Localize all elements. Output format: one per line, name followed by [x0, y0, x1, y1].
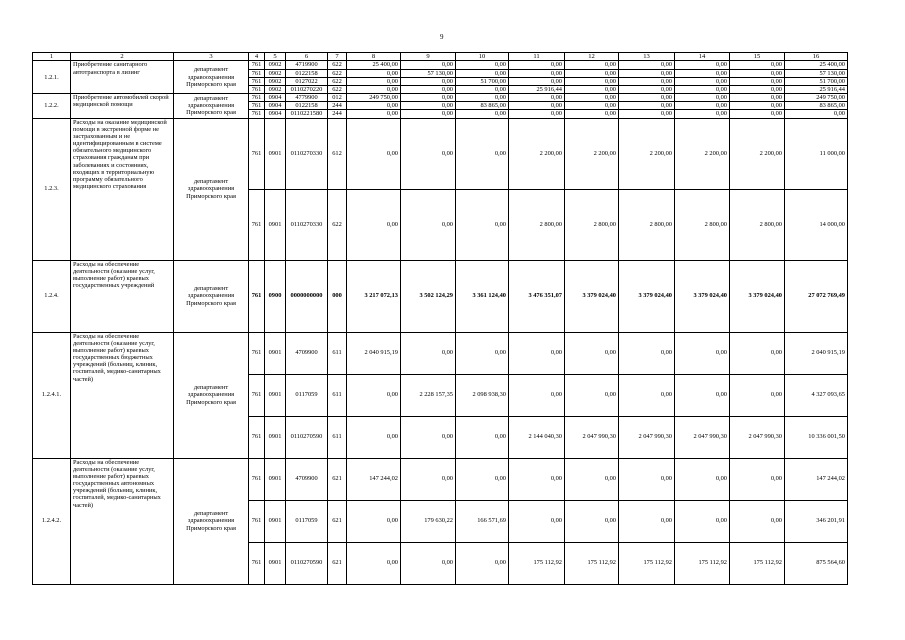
amount-cell: 0,00 — [509, 332, 565, 374]
amount-cell: 0,00 — [619, 94, 675, 102]
amount-cell: 0,00 — [347, 118, 401, 189]
amount-cell: 0,00 — [785, 110, 848, 118]
amount-cell: 0,00 — [401, 77, 456, 85]
code-cell: 0110221580 — [286, 110, 328, 118]
item-code: 1.2.4.2. — [33, 458, 71, 584]
amount-cell: 0,00 — [347, 77, 401, 85]
amount-cell: 0,00 — [565, 85, 619, 93]
column-number: 2 — [71, 53, 174, 61]
amount-cell: 0,00 — [565, 374, 619, 416]
amount-cell: 249 750,00 — [785, 94, 848, 102]
amount-cell: 0,00 — [401, 542, 456, 584]
item-code: 1.2.2. — [33, 94, 71, 119]
amount-cell: 0,00 — [401, 94, 456, 102]
amount-cell: 0,00 — [675, 61, 730, 69]
amount-cell: 0,00 — [730, 374, 785, 416]
amount-cell: 0,00 — [730, 94, 785, 102]
amount-cell: 57 130,00 — [401, 69, 456, 77]
amount-cell: 0,00 — [730, 61, 785, 69]
amount-cell: 0,00 — [730, 500, 785, 542]
amount-cell: 0,00 — [619, 500, 675, 542]
amount-cell: 0,00 — [401, 332, 456, 374]
code-cell: 621 — [328, 500, 347, 542]
code-cell: 0904 — [265, 94, 286, 102]
item-department: департамент здравоохранения Приморского края — [174, 61, 249, 94]
code-cell: 0117059 — [286, 374, 328, 416]
amount-cell: 0,00 — [347, 85, 401, 93]
amount-cell: 2 800,00 — [619, 189, 675, 260]
amount-cell: 0,00 — [347, 542, 401, 584]
code-cell: 0110270590 — [286, 416, 328, 458]
amount-cell: 0,00 — [730, 110, 785, 118]
amount-cell: 2 040 915,19 — [347, 332, 401, 374]
amount-cell: 0,00 — [675, 332, 730, 374]
amount-cell: 2 200,00 — [619, 118, 675, 189]
code-cell: 612 — [328, 118, 347, 189]
amount-cell: 249 750,00 — [347, 94, 401, 102]
amount-cell: 0,00 — [401, 458, 456, 500]
code-cell: 622 — [328, 85, 347, 93]
amount-cell: 25 400,00 — [785, 61, 848, 69]
amount-cell: 2 800,00 — [730, 189, 785, 260]
amount-cell: 0,00 — [347, 189, 401, 260]
amount-cell: 0,00 — [675, 102, 730, 110]
code-cell: 0110270590 — [286, 542, 328, 584]
amount-cell: 0,00 — [456, 118, 509, 189]
amount-cell: 3 476 351,07 — [509, 260, 565, 332]
amount-cell: 51 700,00 — [785, 77, 848, 85]
code-cell: 0901 — [265, 118, 286, 189]
header-row — [33, 53, 848, 61]
amount-cell: 0,00 — [675, 110, 730, 118]
code-cell: 0901 — [265, 374, 286, 416]
amount-cell: 175 112,92 — [730, 542, 785, 584]
code-cell: 0901 — [265, 458, 286, 500]
code-cell: 761 — [249, 332, 265, 374]
column-number: 9 — [401, 53, 456, 61]
amount-cell: 0,00 — [401, 118, 456, 189]
amount-cell: 0,00 — [619, 77, 675, 85]
code-cell: 761 — [249, 85, 265, 93]
code-cell: 4709900 — [286, 458, 328, 500]
amount-cell: 2 800,00 — [675, 189, 730, 260]
code-cell: 0110270330 — [286, 118, 328, 189]
code-cell: 761 — [249, 458, 265, 500]
table-row — [33, 94, 848, 102]
column-number: 5 — [265, 53, 286, 61]
code-cell: 0000000000 — [286, 260, 328, 332]
budget-table — [32, 52, 848, 585]
amount-cell: 175 112,92 — [619, 542, 675, 584]
amount-cell: 0,00 — [456, 85, 509, 93]
amount-cell: 3 379 024,40 — [730, 260, 785, 332]
code-cell: 761 — [249, 374, 265, 416]
item-code: 1.2.4.1. — [33, 332, 71, 458]
column-number: 15 — [730, 53, 785, 61]
amount-cell: 0,00 — [565, 500, 619, 542]
amount-cell: 0,00 — [675, 94, 730, 102]
code-cell: 0901 — [265, 542, 286, 584]
code-cell: 611 — [328, 416, 347, 458]
column-number: 1 — [33, 53, 71, 61]
code-cell: 0902 — [265, 69, 286, 77]
amount-cell: 0,00 — [619, 458, 675, 500]
code-cell: 761 — [249, 416, 265, 458]
amount-cell: 0,00 — [675, 458, 730, 500]
code-cell: 0122158 — [286, 69, 328, 77]
amount-cell: 0,00 — [456, 416, 509, 458]
code-cell: 0904 — [265, 102, 286, 110]
amount-cell: 0,00 — [565, 69, 619, 77]
code-cell: 4709900 — [286, 332, 328, 374]
column-number: 12 — [565, 53, 619, 61]
amount-cell: 147 244,02 — [347, 458, 401, 500]
amount-cell: 0,00 — [456, 110, 509, 118]
amount-cell: 25 916,44 — [785, 85, 848, 93]
amount-cell: 0,00 — [347, 102, 401, 110]
amount-cell: 0,00 — [619, 61, 675, 69]
code-cell: 4719900 — [286, 61, 328, 69]
amount-cell: 0,00 — [509, 110, 565, 118]
code-cell: 012 — [328, 94, 347, 102]
amount-cell: 2 047 990,30 — [675, 416, 730, 458]
amount-cell: 2 040 915,19 — [785, 332, 848, 374]
code-cell: 0110270330 — [286, 189, 328, 260]
item-name: Расходы на обеспечение деятельности (оказание услуг, выполнение работ) краевых государственных автономных учреждений (больниц, клиник, госпиталей, медико-санитарных частей) — [71, 458, 174, 584]
amount-cell: 0,00 — [401, 416, 456, 458]
code-cell: 0122158 — [286, 102, 328, 110]
amount-cell: 2 047 990,30 — [619, 416, 675, 458]
code-cell: 0902 — [265, 61, 286, 69]
code-cell: 000 — [328, 260, 347, 332]
amount-cell: 0,00 — [456, 69, 509, 77]
amount-cell: 0,00 — [619, 69, 675, 77]
amount-cell: 0,00 — [347, 69, 401, 77]
amount-cell: 2 800,00 — [509, 189, 565, 260]
amount-cell: 0,00 — [509, 77, 565, 85]
amount-cell: 0,00 — [401, 61, 456, 69]
amount-cell: 2 200,00 — [730, 118, 785, 189]
amount-cell: 0,00 — [456, 189, 509, 260]
amount-cell: 0,00 — [347, 374, 401, 416]
amount-cell: 0,00 — [675, 374, 730, 416]
column-number: 14 — [675, 53, 730, 61]
code-cell: 0901 — [265, 500, 286, 542]
code-cell: 761 — [249, 69, 265, 77]
amount-cell: 14 000,00 — [785, 189, 848, 260]
amount-cell: 0,00 — [401, 110, 456, 118]
item-department: департамент здравоохранения Приморского края — [174, 94, 249, 119]
amount-cell: 0,00 — [619, 85, 675, 93]
amount-cell: 346 201,91 — [785, 500, 848, 542]
amount-cell: 0,00 — [565, 61, 619, 69]
amount-cell: 2 800,00 — [565, 189, 619, 260]
column-number: 6 — [286, 53, 328, 61]
item-name: Расходы на оказание медицинской помощи в экстренной форме не застрахованным и не идентифицированным в системе обязательного медицинского страхования гражданам при заболеваниях и состояниях, входящих в территориальную программу обязательного медицинского страхования — [71, 118, 174, 260]
code-cell: 0902 — [265, 85, 286, 93]
amount-cell: 0,00 — [565, 332, 619, 374]
item-department: департамент здравоохранения Приморского края — [174, 260, 249, 332]
amount-cell: 0,00 — [509, 374, 565, 416]
amount-cell: 147 244,02 — [785, 458, 848, 500]
amount-cell: 0,00 — [730, 85, 785, 93]
page-number: 9 — [440, 33, 444, 41]
amount-cell: 0,00 — [619, 102, 675, 110]
code-cell: 0117059 — [286, 500, 328, 542]
amount-cell: 3 217 072,13 — [347, 260, 401, 332]
amount-cell: 0,00 — [565, 110, 619, 118]
amount-cell: 0,00 — [456, 542, 509, 584]
amount-cell: 3 379 024,40 — [619, 260, 675, 332]
amount-cell: 2 200,00 — [675, 118, 730, 189]
table-row — [33, 458, 848, 500]
column-number: 16 — [785, 53, 848, 61]
code-cell: 761 — [249, 118, 265, 189]
amount-cell: 3 502 124,29 — [401, 260, 456, 332]
amount-cell: 175 112,92 — [675, 542, 730, 584]
amount-cell: 4 327 093,65 — [785, 374, 848, 416]
code-cell: 622 — [328, 77, 347, 85]
amount-cell: 11 000,00 — [785, 118, 848, 189]
amount-cell: 25 916,44 — [509, 85, 565, 93]
amount-cell: 3 361 124,40 — [456, 260, 509, 332]
amount-cell: 2 098 938,30 — [456, 374, 509, 416]
column-number: 3 — [174, 53, 249, 61]
amount-cell: 2 047 990,30 — [565, 416, 619, 458]
amount-cell: 0,00 — [456, 332, 509, 374]
column-number: 13 — [619, 53, 675, 61]
item-department: департамент здравоохранения Приморского края — [174, 458, 249, 584]
column-number: 4 — [249, 53, 265, 61]
code-cell: 0902 — [265, 77, 286, 85]
amount-cell: 0,00 — [619, 374, 675, 416]
amount-cell: 0,00 — [509, 500, 565, 542]
code-cell: 0901 — [265, 189, 286, 260]
amount-cell: 3 379 024,40 — [675, 260, 730, 332]
amount-cell: 175 112,92 — [565, 542, 619, 584]
amount-cell: 0,00 — [401, 85, 456, 93]
item-name: Расходы на обеспечение деятельности (оказание услуг, выполнение работ) краевых государственных бюджетных учреждений (больниц, клиник, госпиталей, медико-санитарных частей) — [71, 332, 174, 458]
code-cell: 761 — [249, 189, 265, 260]
code-cell: 611 — [328, 332, 347, 374]
amount-cell: 0,00 — [619, 332, 675, 374]
code-cell: 0904 — [265, 110, 286, 118]
amount-cell: 0,00 — [565, 77, 619, 85]
code-cell: 0110270220 — [286, 85, 328, 93]
code-cell: 761 — [249, 110, 265, 118]
amount-cell: 0,00 — [509, 69, 565, 77]
amount-cell: 0,00 — [675, 500, 730, 542]
code-cell: 4779900 — [286, 94, 328, 102]
amount-cell: 51 700,00 — [456, 77, 509, 85]
code-cell: 761 — [249, 77, 265, 85]
code-cell: 611 — [328, 374, 347, 416]
amount-cell: 0,00 — [401, 189, 456, 260]
amount-cell: 0,00 — [509, 458, 565, 500]
column-number: 8 — [347, 53, 401, 61]
amount-cell: 0,00 — [730, 458, 785, 500]
amount-cell: 2 228 157,35 — [401, 374, 456, 416]
table-row — [33, 260, 848, 332]
code-cell: 0901 — [265, 332, 286, 374]
amount-cell: 0,00 — [456, 458, 509, 500]
code-cell: 621 — [328, 458, 347, 500]
table-row — [33, 118, 848, 189]
table-row — [33, 61, 848, 69]
amount-cell: 0,00 — [456, 61, 509, 69]
amount-cell: 0,00 — [619, 110, 675, 118]
amount-cell: 0,00 — [509, 94, 565, 102]
code-cell: 621 — [328, 542, 347, 584]
amount-cell: 0,00 — [675, 85, 730, 93]
amount-cell: 179 630,22 — [401, 500, 456, 542]
amount-cell: 0,00 — [509, 102, 565, 110]
code-cell: 761 — [249, 61, 265, 69]
code-cell: 244 — [328, 110, 347, 118]
code-cell: 761 — [249, 500, 265, 542]
amount-cell: 0,00 — [730, 69, 785, 77]
amount-cell: 10 336 001,50 — [785, 416, 848, 458]
column-number: 10 — [456, 53, 509, 61]
item-name: Расходы на обеспечение деятельности (оказание услуг, выполнение работ) краевых государственных учреждений — [71, 260, 174, 332]
amount-cell: 0,00 — [730, 102, 785, 110]
amount-cell: 57 130,00 — [785, 69, 848, 77]
column-number: 11 — [509, 53, 565, 61]
amount-cell: 0,00 — [675, 69, 730, 77]
item-name: Приобретение автомобилей скорой медицинской помощи — [71, 94, 174, 119]
code-cell: 761 — [249, 542, 265, 584]
code-cell: 0127022 — [286, 77, 328, 85]
amount-cell: 0,00 — [565, 102, 619, 110]
amount-cell: 166 571,69 — [456, 500, 509, 542]
code-cell: 761 — [249, 260, 265, 332]
amount-cell: 0,00 — [730, 77, 785, 85]
item-department: департамент здравоохранения Приморского края — [174, 332, 249, 458]
amount-cell: 0,00 — [565, 94, 619, 102]
amount-cell: 83 865,00 — [456, 102, 509, 110]
amount-cell: 2 144 040,30 — [509, 416, 565, 458]
item-name: Приобретение санитарного автотранспорта в лизинг — [71, 61, 174, 94]
code-cell: 244 — [328, 102, 347, 110]
amount-cell: 0,00 — [456, 94, 509, 102]
code-cell: 0900 — [265, 260, 286, 332]
code-cell: 0901 — [265, 416, 286, 458]
amount-cell: 0,00 — [730, 332, 785, 374]
amount-cell: 25 400,00 — [347, 61, 401, 69]
code-cell: 761 — [249, 94, 265, 102]
amount-cell: 0,00 — [347, 110, 401, 118]
amount-cell: 27 072 769,49 — [785, 260, 848, 332]
amount-cell: 83 865,00 — [785, 102, 848, 110]
amount-cell: 0,00 — [347, 416, 401, 458]
item-code: 1.2.3. — [33, 118, 71, 260]
amount-cell: 0,00 — [347, 500, 401, 542]
table-row — [33, 332, 848, 374]
item-code: 1.2.1. — [33, 61, 71, 94]
code-cell: 622 — [328, 69, 347, 77]
item-code: 1.2.4. — [33, 260, 71, 332]
amount-cell: 0,00 — [675, 77, 730, 85]
item-department: департамент здравоохранения Приморского края — [174, 118, 249, 260]
amount-cell: 3 379 024,40 — [565, 260, 619, 332]
code-cell: 622 — [328, 189, 347, 260]
column-number: 7 — [328, 53, 347, 61]
amount-cell: 2 200,00 — [565, 118, 619, 189]
amount-cell: 175 112,92 — [509, 542, 565, 584]
amount-cell: 0,00 — [509, 61, 565, 69]
code-cell: 622 — [328, 61, 347, 69]
amount-cell: 0,00 — [401, 102, 456, 110]
amount-cell: 875 564,60 — [785, 542, 848, 584]
code-cell: 761 — [249, 102, 265, 110]
amount-cell: 2 047 990,30 — [730, 416, 785, 458]
amount-cell: 2 200,00 — [509, 118, 565, 189]
amount-cell: 0,00 — [565, 458, 619, 500]
